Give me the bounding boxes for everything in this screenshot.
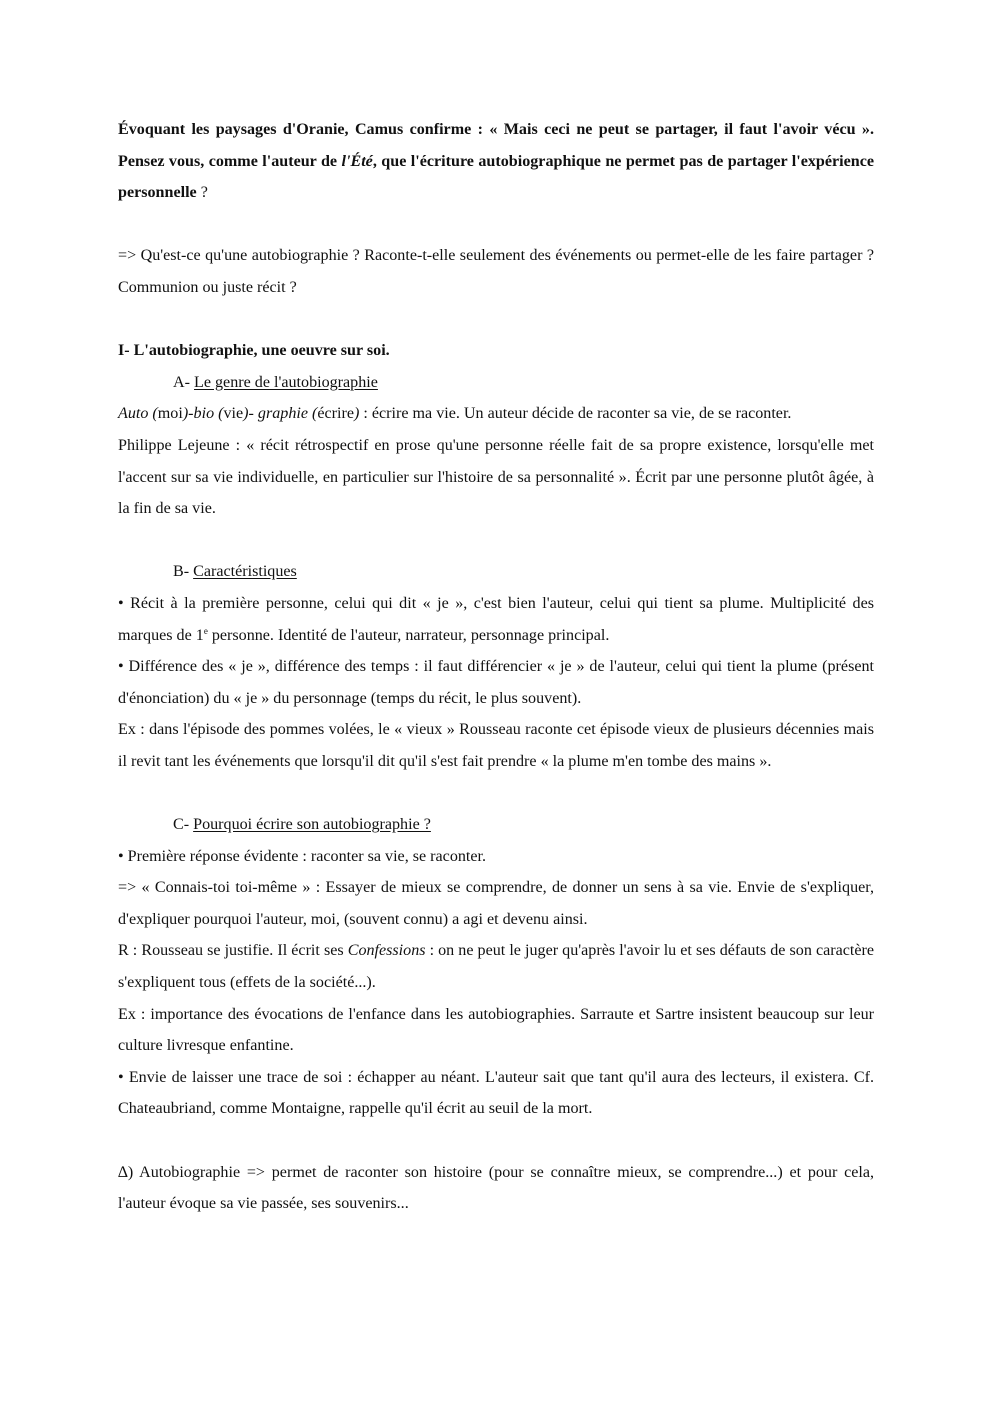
c-paragraph-3 <box>118 935 874 998</box>
b-paragraph-2: • Différence des « je », différence des temps : il faut différencier « je » de l'auteur, celui qui tient la plume (présent d'énonciation) du « je » du personnage (temps du récit, le plus souvent). <box>118 658 874 707</box>
prompt-part2: , que l'écriture autobiographique ne permet pas de partager l'expérience personnelle <box>118 152 874 202</box>
b-p1-superscript: e <box>203 625 208 636</box>
etymology-paragraph <box>118 398 874 430</box>
subsection-c-title: Pourquoi écrire son autobiographie ? <box>193 816 431 834</box>
etym-ecrire: écrire <box>317 405 354 423</box>
section-title: I- L'autobiographie, une oeuvre sur soi. <box>118 342 390 360</box>
c-paragraph-5: • Envie de laisser une trace de soi : échapper au néant. L'auteur sait que tant qu'il aura des lecteurs, il existera. Cf. Chateaubriand, comme Montaigne, rappelle qu'il écrit au seuil de la mort. <box>118 1068 874 1118</box>
etym-graphie: )- graphie ( <box>243 405 318 423</box>
subsection-b-heading <box>118 556 874 588</box>
section-conclusion: ∆) Autobiographie => permet de raconter son histoire (pour se connaître mieux, se comprendre...) et pour cela, l'auteur évoque sa vie passée, ses souvenirs... <box>118 1163 874 1213</box>
spacer <box>118 525 874 557</box>
c-paragraph-2: => « Connais-toi toi-même » : Essayer de mieux se comprendre, de donner un sens à sa vie. Envie de s'expliquer, d'expliquer pourquoi l'auteur, moi, (souvent connu) a agi et devenu ainsi. <box>118 879 874 928</box>
b-paragraph-3: Ex : dans l'épisode des pommes volées, le « vieux » Rousseau raconte cet épisode vieux de plusieurs décennies mais il revit tant les événements que lorsqu'il dit qu'il s'est fait prendre « la plume m'en tombe des mains ». <box>118 721 874 770</box>
subsection-a-title: Le genre de l'autobiographie <box>194 373 378 391</box>
c-paragraph-1: • Première réponse évidente : raconter sa vie, se raconter. <box>118 847 487 865</box>
etym-rest: : écrire ma vie. Un auteur décide de raconter sa vie, de se raconter. <box>359 405 792 423</box>
prompt-part1: Évoquant les paysages d'Oranie, Camus confirme : « Mais ceci ne peut se partager, il faut l'avoir vécu ». Pensez vous, comme l'auteur de <box>118 121 874 170</box>
subsection-c-prefix: C- <box>173 816 194 834</box>
spacer <box>118 304 874 336</box>
b-p1a: • Récit à la première personne, celui qui dit « je », c'est bien l'auteur, celui qui tient sa plume. Multiplicité des marques de 1 <box>118 594 874 644</box>
document-page <box>118 114 874 1220</box>
b-p1b: personne. Identité de l'auteur, narrateur, personnage principal. <box>207 626 610 644</box>
prompt-book-title: l'Été <box>341 152 373 170</box>
etym-moi: moi <box>157 405 183 423</box>
etym-auto: Auto ( <box>118 405 158 423</box>
c-p3b: : on ne peut le juger qu'après l'avoir lu et ses défauts de son caractère s'expliquent tous (effets de la société...). <box>118 942 875 992</box>
c-p3-book: Confessions <box>347 942 426 960</box>
spacer <box>118 209 874 241</box>
subsection-a-heading <box>118 367 874 399</box>
spacer <box>118 1125 874 1157</box>
subsection-c-heading <box>118 809 874 841</box>
b-paragraph-1 <box>118 588 874 651</box>
lejeune-paragraph: Philippe Lejeune : « récit rétrospectif en prose qu'une personne réelle fait de sa propre existence, lorsqu'elle met l'accent sur sa vie individuelle, en particulier sur l'histoire de sa personnalité ». Écrit par une personne plutôt âgée, à la fin de sa vie. <box>118 436 874 518</box>
etym-close: ) <box>354 405 360 423</box>
subsection-b-title: Caractéristiques <box>193 563 297 581</box>
c-paragraph-4: Ex : importance des évocations de l'enfance dans les autobiographies. Sarraute et Sartre insistent beaucoup sur leur culture livresque enfantine. <box>118 1005 874 1055</box>
subsection-b-prefix: B- <box>173 563 194 581</box>
etym-vie: vie <box>223 405 244 423</box>
etym-bio: )-bio ( <box>182 405 224 423</box>
subsection-a-prefix: A- <box>173 373 195 391</box>
problematique: => Qu'est-ce qu'une autobiographie ? Raconte-t-elle seulement des événements ou permet-elle de les faire partager ? Communion ou juste récit ? <box>118 247 874 296</box>
essay-prompt <box>118 114 874 209</box>
c-p3a: R : Rousseau se justifie. Il écrit ses <box>118 942 348 960</box>
spacer <box>118 777 874 809</box>
prompt-part3: ? <box>196 184 208 202</box>
